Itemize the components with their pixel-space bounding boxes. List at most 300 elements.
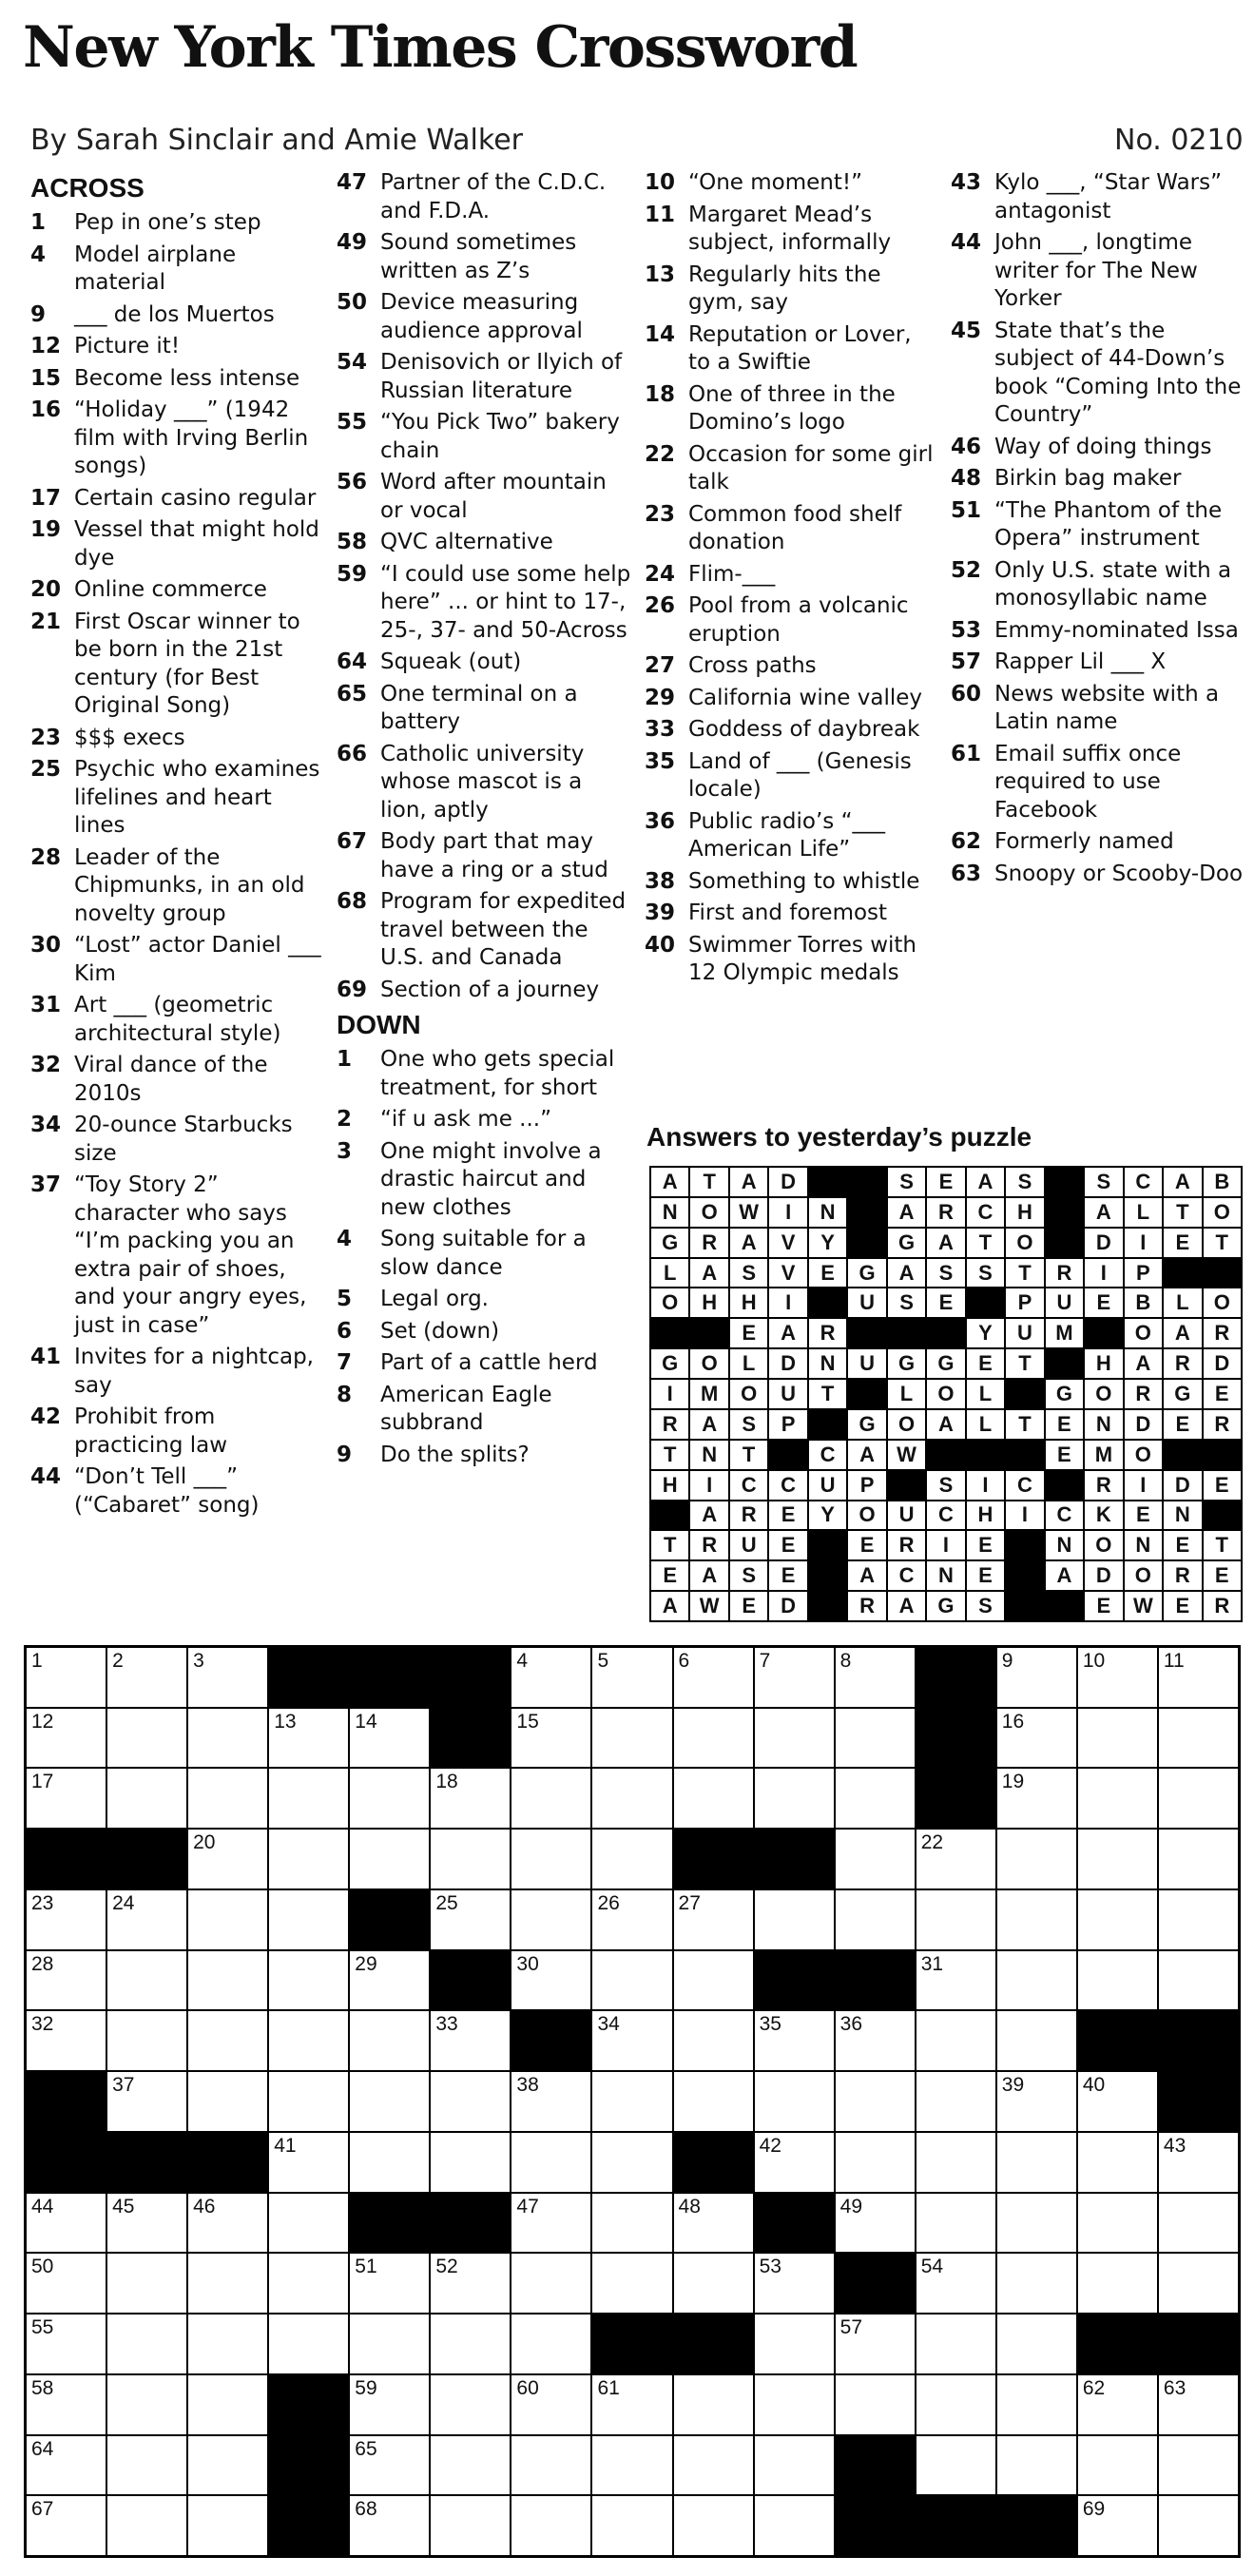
grid-cell[interactable]	[1159, 1951, 1238, 2010]
grid-cell[interactable]	[592, 1890, 671, 1949]
clue-text: Vessel that might hold dye	[74, 517, 319, 571]
grid-cell[interactable]	[350, 1769, 429, 1828]
clue-number: 45	[951, 318, 982, 343]
grid-cell[interactable]	[188, 2072, 267, 2131]
grid-cell[interactable]	[27, 1890, 106, 1949]
grid-cell[interactable]	[269, 2011, 348, 2070]
clue-item	[30, 397, 325, 481]
cell-number: 68	[355, 2498, 377, 2521]
grid-cell[interactable]	[350, 1709, 429, 1768]
grid-block	[674, 2315, 753, 2373]
grid-cell[interactable]	[674, 1709, 753, 1768]
answer-letter-cell: C	[1046, 1501, 1083, 1530]
clue-text: “Lost” actor Daniel ___ Kim	[74, 933, 321, 986]
grid-cell[interactable]	[755, 2315, 834, 2373]
grid-cell[interactable]	[511, 1951, 590, 2010]
cell-number: 43	[1163, 2134, 1186, 2157]
grid-cell[interactable]	[1159, 1830, 1238, 1888]
grid-cell[interactable]	[592, 1709, 671, 1768]
grid-cell[interactable]	[836, 1890, 915, 1949]
grid-cell[interactable]	[674, 1951, 753, 2010]
grid-cell[interactable]	[674, 2072, 753, 2131]
answer-letter-cell: R	[1085, 1471, 1122, 1500]
answer-letter-cell: A	[651, 1592, 688, 1620]
grid-cell[interactable]	[511, 1709, 590, 1768]
grid-cell[interactable]	[674, 2496, 753, 2555]
grid-cell[interactable]	[511, 2375, 590, 2434]
grid-cell[interactable]	[1159, 2254, 1238, 2313]
clue-item	[951, 229, 1245, 314]
answer-letter-cell: L	[967, 1380, 1004, 1408]
answer-letter-cell: L	[1164, 1288, 1201, 1317]
answer-block-cell	[1204, 1441, 1241, 1469]
grid-cell[interactable]	[674, 1648, 753, 1707]
grid-cell[interactable]	[188, 1890, 267, 1949]
answer-letter-cell: V	[769, 1259, 806, 1288]
grid-block	[674, 1830, 753, 1888]
answer-letter-cell: R	[1204, 1410, 1241, 1439]
grid-cell[interactable]	[269, 1769, 348, 1828]
clue-text: Device measuring audience approval	[380, 290, 583, 343]
cell-number: 31	[920, 1952, 944, 1975]
grid-cell[interactable]	[511, 2436, 590, 2495]
answer-letter-cell: E	[1085, 1592, 1122, 1620]
grid-cell[interactable]	[107, 1951, 186, 2010]
grid-cell[interactable]	[511, 2315, 590, 2373]
grid-cell[interactable]	[188, 2254, 267, 2313]
answer-letter-cell: N	[809, 1198, 846, 1227]
grid-cell[interactable]	[755, 1648, 834, 1707]
grid-cell[interactable]	[107, 2011, 186, 2070]
grid-cell[interactable]	[188, 2375, 267, 2434]
grid-cell[interactable]	[836, 1709, 915, 1768]
cell-number: 57	[839, 2316, 863, 2339]
grid-cell[interactable]	[1078, 1709, 1157, 1768]
grid-cell[interactable]	[836, 2133, 915, 2192]
grid-cell[interactable]	[755, 1769, 834, 1828]
clue-number: 33	[645, 717, 676, 742]
grid-cell[interactable]	[997, 2436, 1076, 2495]
answer-letter-cell: U	[848, 1288, 885, 1317]
grid-cell[interactable]	[1078, 2496, 1157, 2555]
grid-cell[interactable]	[674, 2375, 753, 2434]
clue-item	[951, 557, 1245, 613]
clue-text: Partner of the C.D.C. and F.D.A.	[380, 170, 607, 223]
cell-number: 3	[193, 1650, 204, 1672]
grid-cell[interactable]	[997, 1769, 1076, 1828]
answer-letter-cell: N	[1164, 1501, 1201, 1530]
grid-cell[interactable]	[269, 2194, 348, 2253]
answer-letter-cell: R	[690, 1531, 727, 1559]
grid-cell[interactable]	[592, 2496, 671, 2555]
grid-cell[interactable]	[188, 1830, 267, 1888]
grid-cell[interactable]	[1159, 2194, 1238, 2253]
grid-cell[interactable]	[107, 2315, 186, 2373]
grid-cell[interactable]	[511, 1890, 590, 1949]
grid-cell[interactable]	[997, 2194, 1076, 2253]
grid-cell[interactable]	[755, 2375, 834, 2434]
clue-text: First and foremost	[688, 901, 888, 925]
grid-cell[interactable]	[1078, 1769, 1157, 1828]
grid-cell[interactable]	[674, 2436, 753, 2495]
clue-text: Word after mountain or vocal	[380, 470, 607, 523]
grid-cell[interactable]	[592, 2436, 671, 2495]
grid-cell[interactable]	[107, 2194, 186, 2253]
grid-cell[interactable]	[997, 2375, 1076, 2434]
clue-number: 69	[337, 977, 368, 1002]
grid-cell[interactable]	[107, 2436, 186, 2495]
clue-item	[337, 529, 631, 557]
grid-cell[interactable]	[755, 2133, 834, 2192]
cell-number: 28	[31, 1952, 54, 1975]
grid-cell[interactable]	[997, 1890, 1076, 1949]
grid-cell[interactable]	[755, 1709, 834, 1768]
grid-cell[interactable]	[1159, 1890, 1238, 1949]
grid-cell[interactable]	[431, 2011, 510, 2070]
grid-cell[interactable]	[188, 2496, 267, 2555]
grid-cell[interactable]	[350, 1830, 429, 1888]
grid-cell[interactable]	[269, 1890, 348, 1949]
clue-column-1	[30, 169, 325, 1523]
clue-text: One terminal on a battery	[380, 681, 578, 734]
clue-number: 18	[645, 381, 676, 407]
grid-cell[interactable]	[188, 1648, 267, 1707]
clue-text: Regularly hits the gym, say	[688, 261, 881, 315]
clue-item	[30, 992, 325, 1048]
answer-block-cell	[809, 1531, 846, 1559]
grid-cell[interactable]	[674, 1769, 753, 1828]
grid-cell[interactable]	[188, 2194, 267, 2253]
grid-cell[interactable]	[997, 2254, 1076, 2313]
clue-item	[30, 756, 325, 841]
grid-cell[interactable]	[188, 1709, 267, 1768]
grid-cell[interactable]	[269, 2072, 348, 2131]
answer-letter-cell: G	[1164, 1380, 1201, 1408]
grid-cell[interactable]	[269, 1830, 348, 1888]
grid-cell[interactable]	[511, 1830, 590, 1888]
grid-cell[interactable]	[592, 2194, 671, 2253]
clue-text: ___ de los Muertos	[74, 301, 275, 327]
grid-cell[interactable]	[592, 1648, 671, 1707]
grid-cell[interactable]	[350, 2254, 429, 2313]
grid-block	[269, 1648, 348, 1707]
grid-cell[interactable]	[511, 2194, 590, 2253]
grid-cell[interactable]	[269, 1951, 348, 2010]
clue-text: Snoopy or Scooby-Doo	[994, 861, 1244, 886]
grid-cell[interactable]	[27, 2254, 106, 2313]
grid-cell[interactable]	[27, 2436, 106, 2495]
answer-letter-cell: P	[1125, 1259, 1162, 1288]
grid-cell[interactable]	[431, 2315, 510, 2373]
answer-letter-cell: U	[1006, 1319, 1043, 1347]
grid-cell[interactable]	[27, 2375, 106, 2434]
clue-number: 66	[337, 741, 368, 766]
grid-cell[interactable]	[674, 2254, 753, 2313]
grid-cell[interactable]	[27, 2496, 106, 2555]
clue-number: 19	[30, 517, 62, 542]
grid-cell[interactable]	[511, 1648, 590, 1707]
cell-number: 55	[31, 2316, 54, 2339]
clue-text: Reputation or Lover, to a Swiftie	[688, 321, 912, 375]
answer-letter-cell: G	[927, 1592, 964, 1620]
answer-letter-cell: T	[967, 1229, 1004, 1257]
clue-number: 63	[951, 861, 982, 886]
grid-cell[interactable]	[1078, 2436, 1157, 2495]
grid-block	[350, 1890, 429, 1949]
clue-item	[30, 1344, 325, 1400]
grid-cell[interactable]	[592, 2072, 671, 2131]
grid-cell[interactable]	[269, 2133, 348, 2192]
clue-number: 24	[645, 561, 676, 587]
clue-item	[951, 741, 1245, 825]
cell-number: 16	[1001, 1710, 1025, 1733]
grid-cell[interactable]	[997, 2011, 1076, 2070]
grid-cell[interactable]	[1078, 1951, 1157, 2010]
clue-text: State that’s the subject of 44-Down’s book “Coming Into the Country”	[994, 318, 1242, 427]
grid-cell[interactable]	[916, 2254, 995, 2313]
clue-text: Model airplane material	[74, 242, 237, 295]
grid-cell[interactable]	[1078, 2254, 1157, 2313]
answer-letter-cell: E	[967, 1561, 1004, 1590]
grid-cell[interactable]	[916, 2315, 995, 2373]
answer-letter-cell: R	[848, 1592, 885, 1620]
grid-block	[836, 2496, 915, 2555]
grid-cell[interactable]	[350, 2315, 429, 2373]
cell-number: 53	[759, 2256, 781, 2278]
grid-cell[interactable]	[350, 2072, 429, 2131]
grid-cell[interactable]	[27, 2011, 106, 2070]
grid-cell[interactable]	[836, 1830, 915, 1888]
grid-cell[interactable]	[511, 2072, 590, 2131]
grid-cell[interactable]	[269, 2315, 348, 2373]
grid-cell[interactable]	[1078, 2375, 1157, 2434]
answer-letter-cell: R	[927, 1198, 964, 1227]
answer-letter-cell: A	[690, 1501, 727, 1530]
grid-cell[interactable]	[755, 1890, 834, 1949]
grid-cell[interactable]	[1159, 2436, 1238, 2495]
grid-block	[511, 2011, 590, 2070]
grid-cell[interactable]	[1078, 1648, 1157, 1707]
grid-cell[interactable]	[997, 1648, 1076, 1707]
grid-cell[interactable]	[107, 2254, 186, 2313]
clue-number: 15	[30, 365, 62, 391]
grid-cell[interactable]	[997, 1830, 1076, 1888]
grid-cell[interactable]	[755, 2254, 834, 2313]
grid-cell[interactable]	[836, 2375, 915, 2434]
clue-text: Kylo ___, “Star Wars” antagonist	[994, 170, 1223, 223]
grid-cell[interactable]	[916, 2133, 995, 2192]
clue-item	[337, 828, 631, 884]
answer-letter-cell: A	[1164, 1168, 1201, 1196]
answer-letter-cell: R	[1204, 1319, 1241, 1347]
clue-item	[337, 229, 631, 285]
grid-cell[interactable]	[592, 2133, 671, 2192]
grid-cell[interactable]	[431, 2133, 510, 2192]
answer-letter-cell: Y	[809, 1501, 846, 1530]
answer-letter-cell: A	[927, 1229, 964, 1257]
answer-letter-cell: C	[1125, 1168, 1162, 1196]
clue-number: 17	[30, 485, 62, 511]
grid-cell[interactable]	[916, 2375, 995, 2434]
grid-cell[interactable]	[431, 2072, 510, 2131]
grid-cell[interactable]	[836, 2315, 915, 2373]
grid-cell[interactable]	[1159, 1709, 1238, 1768]
grid-cell[interactable]	[431, 1769, 510, 1828]
grid-cell[interactable]	[674, 1890, 753, 1949]
grid-cell[interactable]	[836, 2194, 915, 2253]
cell-number: 46	[193, 2195, 216, 2218]
grid-cell[interactable]	[1078, 1890, 1157, 1949]
grid-cell[interactable]	[916, 1951, 995, 2010]
clue-number: 48	[951, 466, 982, 491]
clue-item	[337, 349, 631, 405]
grid-cell[interactable]	[997, 2072, 1076, 2131]
grid-cell[interactable]	[916, 2436, 995, 2495]
answer-letter-cell: D	[1125, 1410, 1162, 1439]
grid-cell[interactable]	[107, 1648, 186, 1707]
grid-cell[interactable]	[836, 2011, 915, 2070]
clue-text: Margaret Mead’s subject, informally	[688, 202, 892, 255]
clue-text: Body part that may have a ring or a stud	[380, 829, 608, 882]
clue-column-2	[337, 169, 631, 1473]
clue-number: 32	[30, 1053, 62, 1077]
grid-cell[interactable]	[350, 2133, 429, 2192]
grid-cell[interactable]	[188, 2436, 267, 2495]
grid-cell[interactable]	[431, 1830, 510, 1888]
grid-cell[interactable]	[27, 1648, 106, 1707]
grid-cell[interactable]	[755, 2072, 834, 2131]
grid-cell[interactable]	[188, 2315, 267, 2373]
grid-cell[interactable]	[188, 1951, 267, 2010]
clue-item	[337, 977, 631, 1005]
grid-cell[interactable]	[592, 2254, 671, 2313]
grid-cell[interactable]	[350, 2436, 429, 2495]
answer-letter-cell: O	[730, 1380, 767, 1408]
crossword-grid	[24, 1645, 1241, 2558]
grid-cell[interactable]	[836, 2072, 915, 2131]
grid-cell[interactable]	[107, 2072, 186, 2131]
clue-number: 12	[30, 334, 62, 358]
grid-cell[interactable]	[188, 2011, 267, 2070]
answer-letter-cell: S	[1006, 1168, 1043, 1196]
answer-letter-cell: A	[888, 1592, 925, 1620]
answer-letter-cell: E	[1164, 1410, 1201, 1439]
answer-letter-cell: R	[1164, 1349, 1201, 1378]
grid-cell[interactable]	[997, 2315, 1076, 2373]
answer-block-cell	[809, 1410, 846, 1439]
answer-letter-cell: R	[730, 1501, 767, 1530]
grid-cell[interactable]	[997, 2133, 1076, 2192]
grid-cell[interactable]	[1159, 1769, 1238, 1828]
grid-cell[interactable]	[916, 1830, 995, 1888]
grid-cell[interactable]	[1159, 2375, 1238, 2434]
grid-cell[interactable]	[188, 1769, 267, 1828]
grid-cell[interactable]	[674, 2011, 753, 2070]
grid-cell[interactable]	[592, 1769, 671, 1828]
grid-cell[interactable]	[1078, 1830, 1157, 1888]
clue-text: Formerly named	[994, 829, 1174, 854]
clue-number: 34	[30, 1113, 62, 1137]
answer-block-cell	[1006, 1380, 1043, 1408]
grid-cell[interactable]	[1159, 1648, 1238, 1707]
grid-cell[interactable]	[269, 1709, 348, 1768]
grid-cell[interactable]	[431, 2496, 510, 2555]
grid-block	[592, 2315, 671, 2373]
grid-cell[interactable]	[107, 1890, 186, 1949]
answer-letter-cell: I	[927, 1531, 964, 1559]
cell-number: 59	[355, 2376, 377, 2399]
grid-cell[interactable]	[350, 2496, 429, 2555]
grid-cell[interactable]	[511, 2254, 590, 2313]
grid-cell[interactable]	[350, 2011, 429, 2070]
grid-cell[interactable]	[511, 2496, 590, 2555]
grid-cell[interactable]	[916, 2011, 995, 2070]
grid-cell[interactable]	[27, 1951, 106, 2010]
grid-cell[interactable]	[1159, 2133, 1238, 2192]
grid-cell[interactable]	[592, 1951, 671, 2010]
grid-cell[interactable]	[1078, 2194, 1157, 2253]
grid-cell[interactable]	[592, 1830, 671, 1888]
grid-cell[interactable]	[107, 2375, 186, 2434]
grid-cell[interactable]	[592, 2011, 671, 2070]
answer-letter-cell: D	[769, 1592, 806, 1620]
clue-number: 43	[951, 170, 982, 195]
clue-number: 67	[337, 829, 368, 854]
grid-cell[interactable]	[107, 2496, 186, 2555]
grid-cell[interactable]	[431, 2254, 510, 2313]
clue-number: 25	[30, 757, 62, 782]
grid-cell[interactable]	[836, 1648, 915, 1707]
grid-cell[interactable]	[431, 2375, 510, 2434]
grid-cell[interactable]	[27, 1769, 106, 1828]
grid-cell[interactable]	[1078, 2072, 1157, 2131]
answer-block-cell	[888, 1471, 925, 1500]
grid-cell[interactable]	[511, 1769, 590, 1828]
grid-cell[interactable]	[1159, 2496, 1238, 2555]
grid-cell[interactable]	[755, 2436, 834, 2495]
clue-text: Something to whistle	[688, 868, 920, 894]
grid-cell[interactable]	[27, 2194, 106, 2253]
grid-cell[interactable]	[1078, 2133, 1157, 2192]
clue-number: 44	[30, 1464, 62, 1489]
grid-cell[interactable]	[431, 1890, 510, 1949]
grid-cell[interactable]	[107, 1709, 186, 1768]
grid-cell[interactable]	[755, 2011, 834, 2070]
grid-cell[interactable]	[511, 2133, 590, 2192]
answer-letter-cell: E	[927, 1288, 964, 1317]
clue-item	[30, 301, 325, 330]
grid-cell[interactable]	[997, 1951, 1076, 2010]
grid-cell[interactable]	[916, 1890, 995, 1949]
grid-cell[interactable]	[836, 1769, 915, 1828]
grid-cell[interactable]	[592, 2375, 671, 2434]
grid-cell[interactable]	[350, 2375, 429, 2434]
grid-cell[interactable]	[674, 2194, 753, 2253]
clue-text: Denisovich or Ilyich of Russian literature	[380, 350, 623, 403]
grid-cell[interactable]	[350, 1951, 429, 2010]
grid-cell[interactable]	[269, 2254, 348, 2313]
grid-cell[interactable]	[916, 2072, 995, 2131]
grid-cell[interactable]	[997, 1709, 1076, 1768]
grid-block	[836, 1951, 915, 2010]
grid-cell[interactable]	[27, 1709, 106, 1768]
answer-letter-cell: T	[809, 1380, 846, 1408]
grid-cell[interactable]	[916, 2194, 995, 2253]
grid-cell[interactable]	[755, 2496, 834, 2555]
grid-cell[interactable]	[107, 1769, 186, 1828]
grid-cell[interactable]	[27, 2315, 106, 2373]
grid-cell[interactable]	[431, 2436, 510, 2495]
